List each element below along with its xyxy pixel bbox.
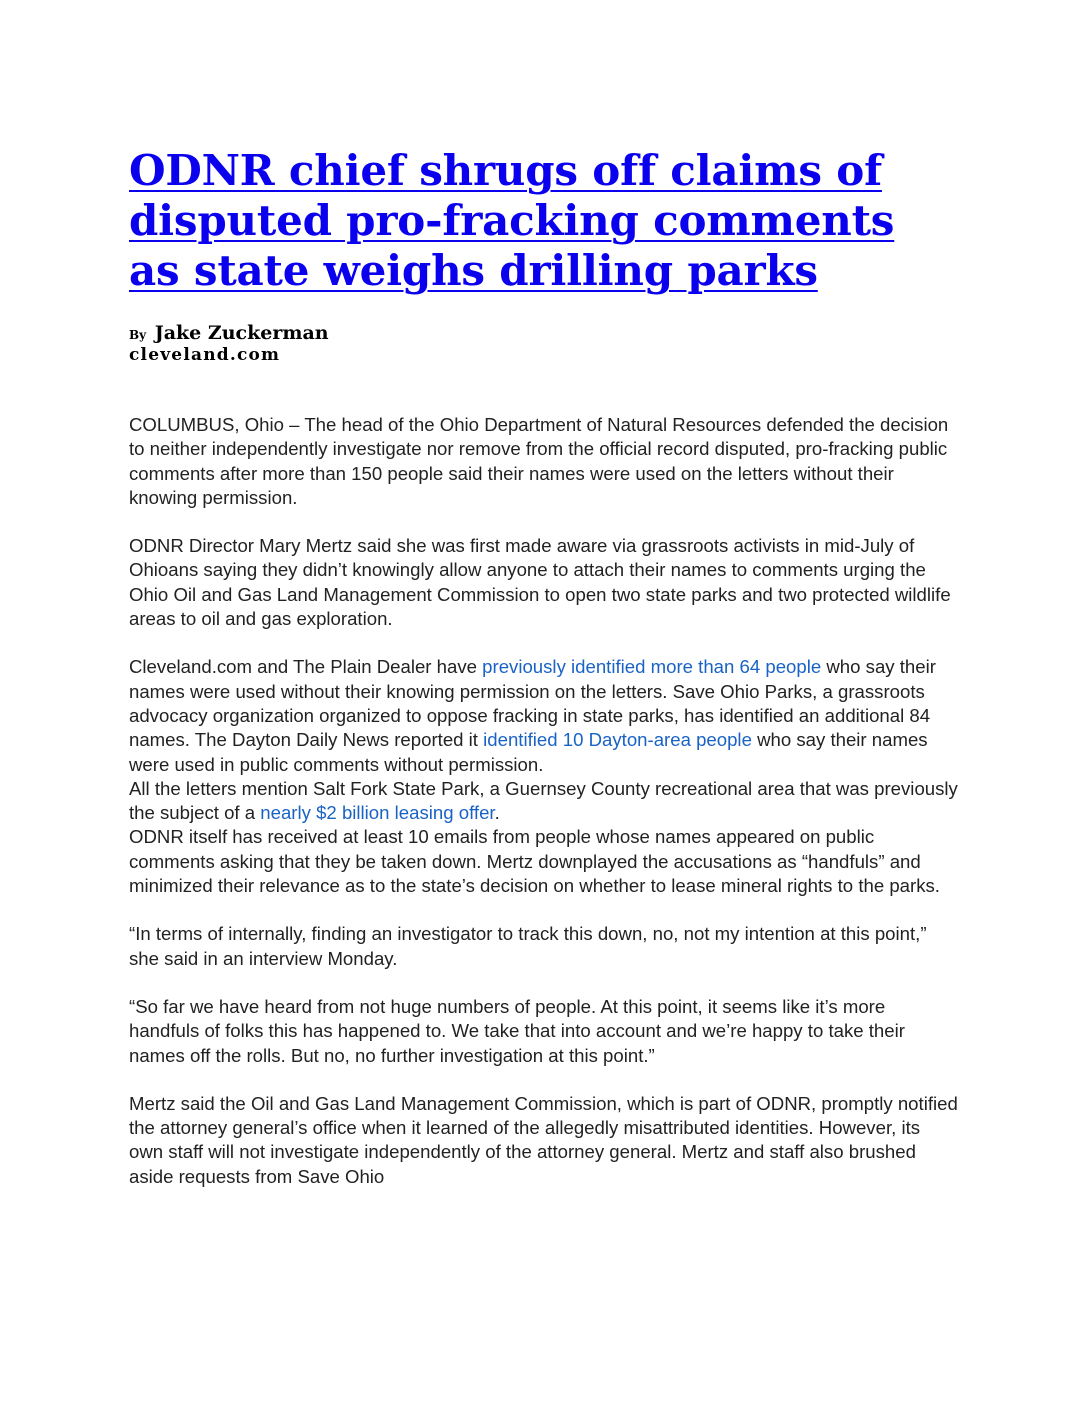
paragraph	[129, 777, 959, 826]
headline-link[interactable]: ODNR chief shrugs off claims of disputed pro-fracking comments as state weighs drilling parks	[129, 146, 895, 295]
paragraph-text: who say their names were used without their knowing permission on the letters. Save Ohio Parks, a grassroots advocacy organization organized to oppose fracking in state parks, has identified an additional 84 names. The Dayton Daily News reported it	[129, 656, 936, 751]
paragraph: “So far we have heard from not huge numbers of people. At this point, it seems like it’s more handfuls of folks this has happened to. We take that into account and we’re happy to take their names off the rolls. But no, no further investigation at this point.”	[129, 995, 905, 1066]
byline	[129, 322, 959, 344]
paragraph: ODNR itself has received at least 10 emails from people whose names appeared on public comments asking that they be taken down. Mertz downplayed the accusations as “handfuls” and minimized their relevance as to the state’s decision on whether to lease mineral rights to the parks.	[129, 826, 940, 897]
paragraph-text: .	[494, 802, 500, 824]
source-name: cleveland.com	[129, 345, 281, 365]
dayton-people-link[interactable]: identified 10 Dayton-area people	[483, 729, 752, 751]
author-name: Jake Zuckerman	[154, 322, 329, 344]
paragraph: “In terms of internally, finding an investigator to track this down, no, not my intention at this point,” she said in an interview Monday.	[129, 923, 927, 969]
paragraph-text: Cleveland.com and The Plain Dealer have	[129, 656, 483, 678]
headline	[129, 146, 959, 296]
previously-identified-link[interactable]: previously identified more than 64 people	[482, 656, 822, 678]
paragraph-text: who say their names were used in public comments without permission.	[129, 729, 928, 775]
article-body	[129, 413, 959, 1189]
paragraph: Mertz said the Oil and Gas Land Management Commission, which is part of ODNR, promptly notified the attorney general’s office when it learned of the allegedly misattributed identities. However, its own staff will not investigate independently of the attorney general. Mertz and staff also brushed aside requests from Save Ohio	[129, 1092, 958, 1187]
paragraph: ODNR Director Mary Mertz said she was first made aware via grassroots activists in mid-July of Ohioans saying they didn’t knowingly allow anyone to attach their names to comments urging the Ohio Oil and Gas Land Management Commission to open two state parks and two protected wildlife areas to oil and gas exploration.	[129, 535, 951, 630]
paragraph	[129, 655, 959, 776]
byline-prefix: By	[129, 328, 147, 342]
article	[129, 146, 959, 1189]
paragraph: COLUMBUS, Ohio – The head of the Ohio Department of Natural Resources defended the decision to neither independently investigate nor remove from the official record disputed, pro-fracking public comments after more than 150 people said their names were used on the letters without their knowing permission.	[129, 414, 949, 508]
paragraph-text: All the letters mention Salt Fork State Park, a Guernsey County recreational area that was previously the subject of a	[129, 777, 958, 824]
leasing-offer-link[interactable]: nearly $2 billion leasing offer	[260, 802, 495, 824]
